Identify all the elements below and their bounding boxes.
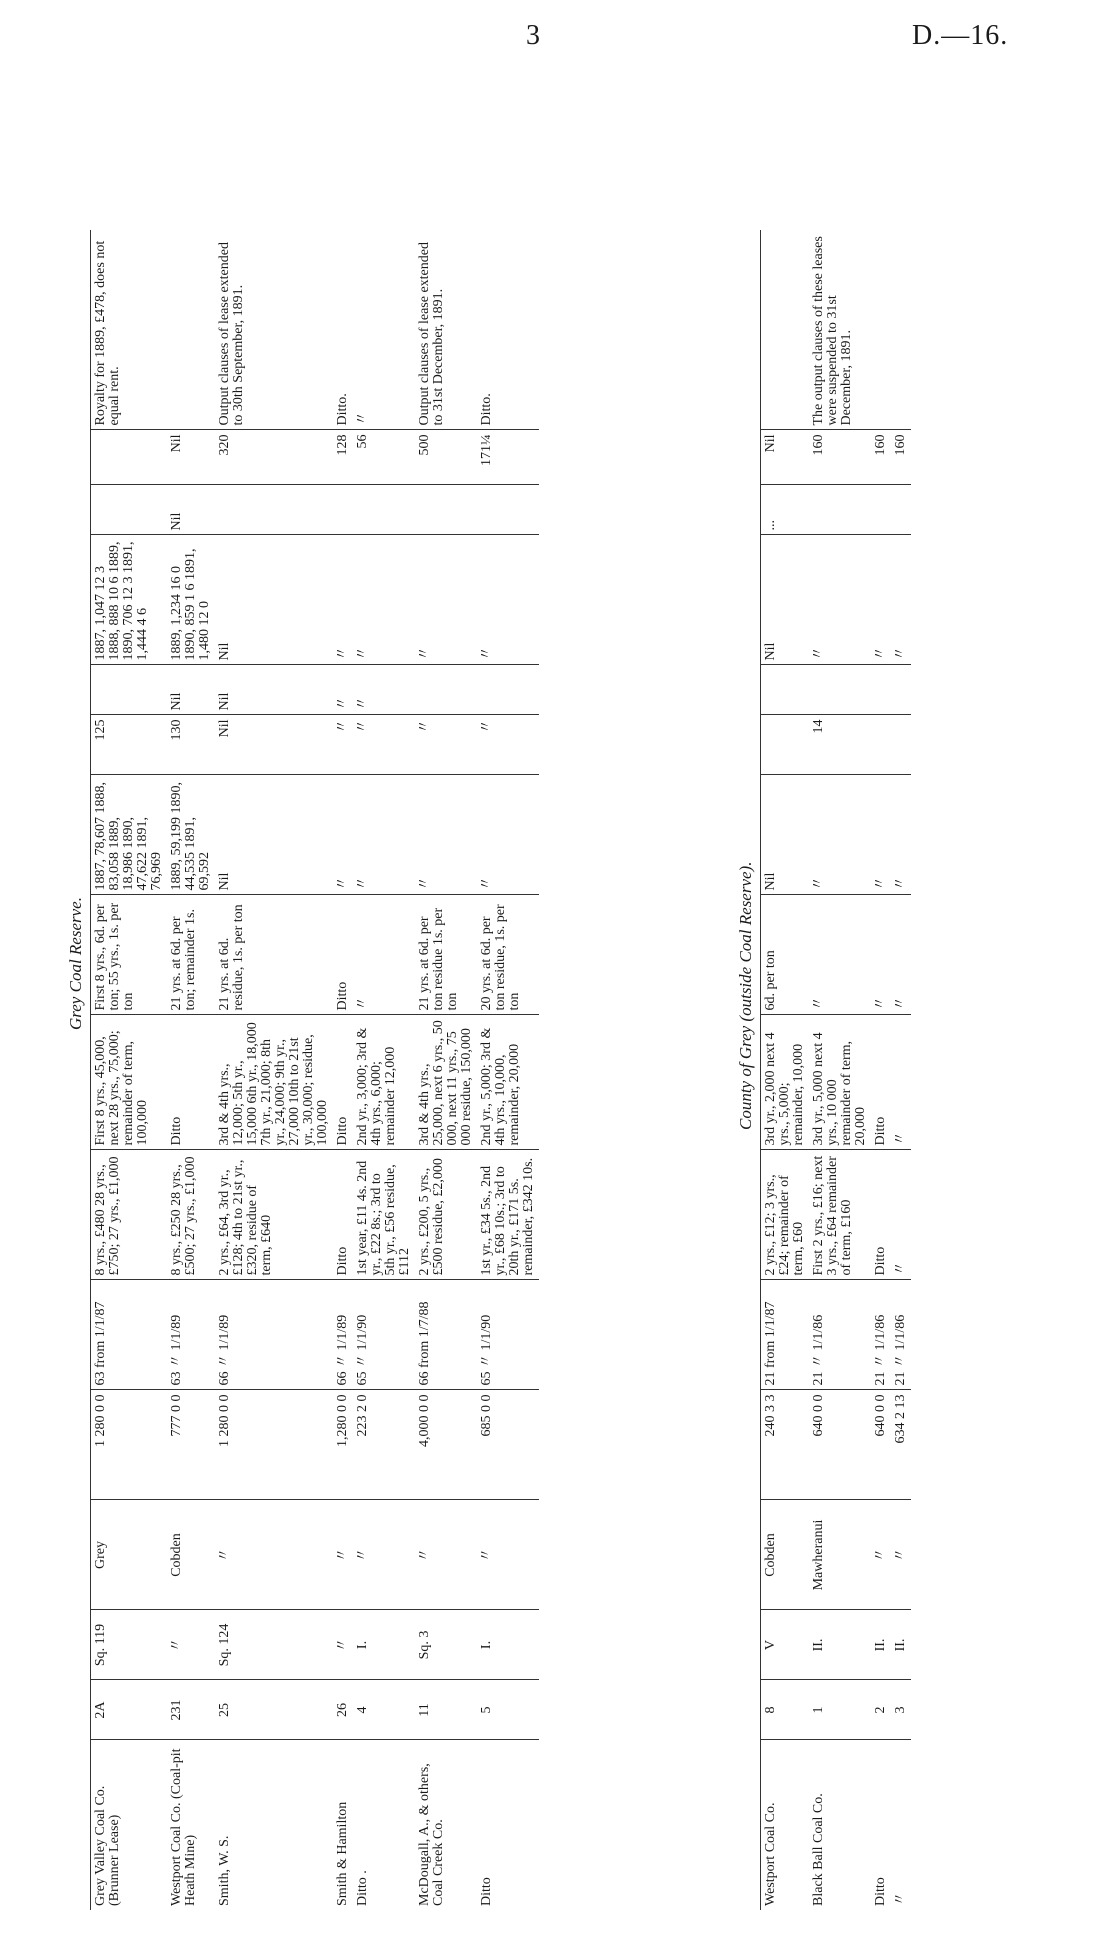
- arrears-cell: [871, 715, 891, 775]
- royalty-years-cell: 1887, 1,047 12 3 1888, 888 10 6 1889, 1890, 706 12 3 1891, 1,444 4 6: [91, 535, 168, 665]
- royalty-years-cell: 〃: [809, 535, 871, 665]
- block-cell: II.: [871, 1610, 891, 1680]
- block-cell: V: [761, 1610, 810, 1680]
- number-cell: 4: [353, 1680, 415, 1740]
- outside-coal-reserve-table: [760, 230, 911, 1910]
- output-years-cell: Nil: [215, 775, 333, 895]
- royalty-cell: 〃: [891, 895, 911, 1015]
- term-cell: 21 〃 1/1/86: [809, 1280, 871, 1390]
- output-years-cell: Nil: [761, 775, 810, 895]
- rent-cell: 〃: [891, 1150, 911, 1280]
- col10-cell: [891, 485, 911, 535]
- rent-cell: First 2 yrs., £16; next 3 yrs., £64 remainder of term, £160: [809, 1150, 871, 1280]
- block-cell: Sq. 3: [415, 1610, 477, 1680]
- block-cell: Sq. 124: [215, 1610, 333, 1680]
- district-cell: Cobden: [167, 1500, 215, 1610]
- output-cell: Ditto: [871, 1015, 891, 1150]
- output-years-cell: 1889, 59,199 1890, 44,535 1891, 69,592: [167, 775, 215, 895]
- area-cell: 223 2 0: [353, 1390, 415, 1500]
- royalty-cell: First 8 yrs., 6d. per ton; 55 yrs., 1s. per ton: [91, 895, 168, 1015]
- arrears-cell: 14: [809, 715, 871, 775]
- col10-cell: [91, 485, 168, 535]
- col11-cell: 128: [333, 430, 353, 485]
- output-years-cell: 〃: [477, 775, 539, 895]
- col8-cell: [871, 665, 891, 715]
- col11-cell: 160: [871, 430, 891, 485]
- table-row: [333, 230, 353, 1910]
- number-cell: 11: [415, 1680, 477, 1740]
- remarks-cell: [167, 230, 215, 430]
- grey-coal-reserve-caption: Grey Coal Reserve.: [66, 897, 85, 1030]
- term-cell: 65 〃 1/1/90: [477, 1280, 539, 1390]
- col10-cell: [477, 485, 539, 535]
- col10-cell: [215, 485, 333, 535]
- output-years-cell: 〃: [415, 775, 477, 895]
- col8-cell: [477, 665, 539, 715]
- output-years-cell: 1887, 78,607 1888, 83,058 1889, 18,986 1890, 47,622 1891, 76,969: [91, 775, 168, 895]
- outside-coal-reserve-caption: County of Grey (outside Coal Reserve).: [736, 861, 755, 1130]
- output-cell: 2nd yr., 3,000; 3rd & 4th yrs., 6,000; remainder 12,000: [353, 1015, 415, 1150]
- table-row: [809, 230, 871, 1910]
- term-cell: 21 〃 1/1/86: [871, 1280, 891, 1390]
- lessee-cell: Ditto .: [355, 1870, 370, 1906]
- table-row: [167, 230, 215, 1910]
- col10-cell: [353, 485, 415, 535]
- col11-cell: 160: [809, 430, 871, 485]
- block-cell: Sq. 119: [91, 1610, 168, 1680]
- arrears-cell: [761, 715, 810, 775]
- table-row: [891, 230, 911, 1910]
- rent-cell: 8 yrs., £480 28 yrs., £750; 27 yrs., £1,000: [91, 1150, 168, 1280]
- number-cell: 231: [167, 1680, 215, 1740]
- block-cell: I.: [477, 1610, 539, 1680]
- lessee-cell: 〃: [893, 1892, 908, 1906]
- block-cell: 〃: [167, 1610, 215, 1680]
- royalty-cell: 21 yrs. at 6d. per ton residue 1s. per ton: [415, 895, 477, 1015]
- area-cell: 777 0 0: [167, 1390, 215, 1500]
- output-cell: 2nd yr., 5,000; 3rd & 4th yrs., 10,000, remainder, 20,000: [477, 1015, 539, 1150]
- rent-cell: 2 yrs., £12; 3 yrs., £24; remainder of term, £60: [761, 1150, 810, 1280]
- number-cell: 25: [215, 1680, 333, 1740]
- output-cell: 3rd & 4th yrs., 12,000; 5th yr., 15,000 6th yr., 18,000 7th yr., 21,000; 8th yr., 24,000; 9th yr., 27,000 10th to 21st yr., 30,000; residue, 100,000: [215, 1015, 333, 1150]
- term-cell: 63 〃 1/1/89: [167, 1280, 215, 1390]
- district-cell: 〃: [215, 1500, 333, 1610]
- col8-cell: [891, 665, 911, 715]
- district-cell: 〃: [477, 1500, 539, 1610]
- col10-cell: ...: [761, 485, 810, 535]
- col10-cell: [871, 485, 891, 535]
- area-cell: 1,280 0 0: [333, 1390, 353, 1500]
- lessee-cell: Ditto: [479, 1877, 494, 1906]
- remarks-cell: The output clauses of these leases were suspended to 31st December, 1891.: [809, 230, 871, 430]
- number-cell: 2A: [91, 1680, 168, 1740]
- col8-cell: Nil: [215, 665, 333, 715]
- remarks-cell: Ditto.: [477, 230, 539, 430]
- royalty-years-cell: 1889, 1,234 16 0 1890, 859 1 6 1891, 1,480 12 0: [167, 535, 215, 665]
- royalty-cell: 〃: [871, 895, 891, 1015]
- rent-cell: 8 yrs., £250 28 yrs., £500; 27 yrs., £1,000: [167, 1150, 215, 1280]
- lessee-cell: Smith, W. S.: [217, 1835, 232, 1906]
- royalty-cell: 6d. per ton: [761, 895, 810, 1015]
- number-cell: 3: [891, 1680, 911, 1740]
- term-cell: 21 〃 1/1/86: [891, 1280, 911, 1390]
- col11-cell: 171¼: [477, 430, 539, 485]
- block-cell: II.: [891, 1610, 911, 1680]
- col8-cell: [91, 665, 168, 715]
- remarks-cell: Output clauses of lease extended to 31st December, 1891.: [415, 230, 477, 430]
- area-cell: 640 0 0: [809, 1390, 871, 1500]
- output-cell: Ditto: [333, 1015, 353, 1150]
- lessee-cell: Ditto: [873, 1877, 888, 1906]
- remarks-cell: 〃: [353, 230, 415, 430]
- rent-cell: 1st yr., £34 5s., 2nd yr., £68 10s.; 3rd to 20th yr., £171 5s. remainder, £342 10s.: [477, 1150, 539, 1280]
- area-cell: 1 280 0 0: [91, 1390, 168, 1500]
- royalty-cell: 21 yrs. at 6d. per ton; remainder 1s.: [167, 895, 215, 1015]
- col8-cell: 〃: [353, 665, 415, 715]
- page-number: 3: [526, 20, 540, 51]
- area-cell: 685 0 0: [477, 1390, 539, 1500]
- arrears-cell: Nil: [215, 715, 333, 775]
- output-cell: 3rd & 4th yrs., 25,000, next 6 yrs., 50 000, next 11 yrs., 75 000 residue, 150,000: [415, 1015, 477, 1150]
- number-cell: 5: [477, 1680, 539, 1740]
- district-cell: Mawheranui: [809, 1500, 871, 1610]
- district-cell: 〃: [333, 1500, 353, 1610]
- lessee-cell: Black Ball Coal Co.: [811, 1793, 826, 1906]
- royalty-years-cell: Nil: [215, 535, 333, 665]
- block-cell: II.: [809, 1610, 871, 1680]
- remarks-cell: [871, 230, 891, 430]
- rent-cell: 2 yrs., £200, 5 yrs., £500 residue, £2,000: [415, 1150, 477, 1280]
- royalty-years-cell: 〃: [415, 535, 477, 665]
- term-cell: 66 〃 1/1/89: [215, 1280, 333, 1390]
- col8-cell: [761, 665, 810, 715]
- output-years-cell: 〃: [891, 775, 911, 895]
- table-row: [353, 230, 415, 1910]
- rent-cell: Ditto: [333, 1150, 353, 1280]
- royalty-cell: 〃: [809, 895, 871, 1015]
- col11-cell: 500: [415, 430, 477, 485]
- rotated-lease-table: [60, 60, 1090, 1910]
- district-cell: 〃: [891, 1500, 911, 1610]
- area-cell: 4,000 0 0: [415, 1390, 477, 1500]
- number-cell: 1: [809, 1680, 871, 1740]
- table-row: [91, 230, 168, 1910]
- arrears-cell: 130: [167, 715, 215, 775]
- col11-cell: 160: [891, 430, 911, 485]
- output-cell: 3rd yr., 5,000 next 4 yrs., 10 000 remainder of term, 20,000: [809, 1015, 871, 1150]
- output-years-cell: 〃: [353, 775, 415, 895]
- remarks-cell: [761, 230, 810, 430]
- arrears-cell: [891, 715, 911, 775]
- area-cell: 634 2 13: [891, 1390, 911, 1500]
- output-years-cell: 〃: [333, 775, 353, 895]
- col11-cell: 320: [215, 430, 333, 485]
- area-cell: 240 3 3: [761, 1390, 810, 1500]
- number-cell: 26: [333, 1680, 353, 1740]
- term-cell: 63 from 1/1/87: [91, 1280, 168, 1390]
- table-row: [761, 230, 810, 1910]
- block-cell: I.: [353, 1610, 415, 1680]
- output-cell: Ditto: [167, 1015, 215, 1150]
- lessee-cell: Grey Valley Coal Co. (Brunner Lease): [91, 1740, 168, 1910]
- col8-cell: [809, 665, 871, 715]
- number-cell: 8: [761, 1680, 810, 1740]
- arrears-cell: 125: [91, 715, 168, 775]
- district-cell: Cobden: [761, 1500, 810, 1610]
- royalty-years-cell: 〃: [477, 535, 539, 665]
- rent-cell: 2 yrs., £64, 3rd yr., £128; 4th to 21st yr., £320, residue of term, £640: [215, 1150, 333, 1280]
- term-cell: 21 from 1/1/87: [761, 1280, 810, 1390]
- royalty-years-cell: 〃: [871, 535, 891, 665]
- table-row: [871, 230, 891, 1910]
- output-years-cell: 〃: [809, 775, 871, 895]
- arrears-cell: 〃: [353, 715, 415, 775]
- district-cell: 〃: [353, 1500, 415, 1610]
- table-row: [415, 230, 477, 1910]
- grey-coal-reserve-table: [90, 230, 539, 1910]
- col8-cell: 〃: [333, 665, 353, 715]
- col11-cell: Nil: [761, 430, 810, 485]
- block-cell: 〃: [333, 1610, 353, 1680]
- royalty-cell: 20 yrs. at 6d. per ton residue, 1s. per ton: [477, 895, 539, 1015]
- table-row: [215, 230, 333, 1910]
- arrears-cell: 〃: [477, 715, 539, 775]
- arrears-cell: 〃: [415, 715, 477, 775]
- col10-cell: [333, 485, 353, 535]
- royalty-cell: 21 yrs. at 6d. residue, 1s. per ton: [215, 895, 333, 1015]
- lessee-cell: Westport Coal Co. (Coal-pit Heath Mine): [169, 1748, 198, 1906]
- royalty-years-cell: 〃: [353, 535, 415, 665]
- district-cell: Grey: [91, 1500, 168, 1610]
- output-cell: 3rd yr., 2,000 next 4 yrs., 5,000; remainder, 10,000: [761, 1015, 810, 1150]
- col8-cell: Nil: [167, 665, 215, 715]
- table-row: [477, 230, 539, 1910]
- col11-cell: Nil: [167, 430, 215, 485]
- district-cell: 〃: [871, 1500, 891, 1610]
- arrears-cell: 〃: [333, 715, 353, 775]
- rent-cell: 1st year, £11 4s. 2nd yr., £22 8s.; 3rd to 5th yr., £56 residue, £112: [353, 1150, 415, 1280]
- area-cell: 1 280 0 0: [215, 1390, 333, 1500]
- remarks-cell: Royalty for 1889, £478, does not equal rent.: [91, 230, 168, 430]
- term-cell: 65 〃 1/1/90: [353, 1280, 415, 1390]
- output-cell: 〃: [891, 1015, 911, 1150]
- document-code: D.—16.: [912, 20, 1009, 51]
- royalty-years-cell: Nil: [761, 535, 810, 665]
- output-cell: First 8 yrs., 45,000, next 28 yrs., 75,000; remainder of term, 100,000: [91, 1015, 168, 1150]
- royalty-years-cell: 〃: [891, 535, 911, 665]
- col11-cell: 56: [353, 430, 415, 485]
- number-cell: 2: [871, 1680, 891, 1740]
- remarks-cell: [891, 230, 911, 430]
- lessee-cell: Smith & Hamilton: [335, 1801, 350, 1906]
- col8-cell: [415, 665, 477, 715]
- col10-cell: [415, 485, 477, 535]
- district-cell: 〃: [415, 1500, 477, 1610]
- remarks-cell: Output clauses of lease extended to 30th September, 1891.: [215, 230, 333, 430]
- lessee-cell: McDougall, A., & others, Coal Creek Co.: [417, 1763, 446, 1906]
- royalty-cell: 〃: [353, 895, 415, 1015]
- col10-cell: Nil: [167, 485, 215, 535]
- rent-cell: Ditto: [871, 1150, 891, 1280]
- term-cell: 66 〃 1/1/89: [333, 1280, 353, 1390]
- term-cell: 66 from 1/7/88: [415, 1280, 477, 1390]
- col10-cell: [809, 485, 871, 535]
- lessee-cell: Westport Coal Co.: [761, 1740, 810, 1910]
- area-cell: 640 0 0: [871, 1390, 891, 1500]
- remarks-cell: Ditto.: [333, 230, 353, 430]
- royalty-years-cell: 〃: [333, 535, 353, 665]
- royalty-cell: Ditto: [333, 895, 353, 1015]
- output-years-cell: 〃: [871, 775, 891, 895]
- col11-cell: [91, 430, 168, 485]
